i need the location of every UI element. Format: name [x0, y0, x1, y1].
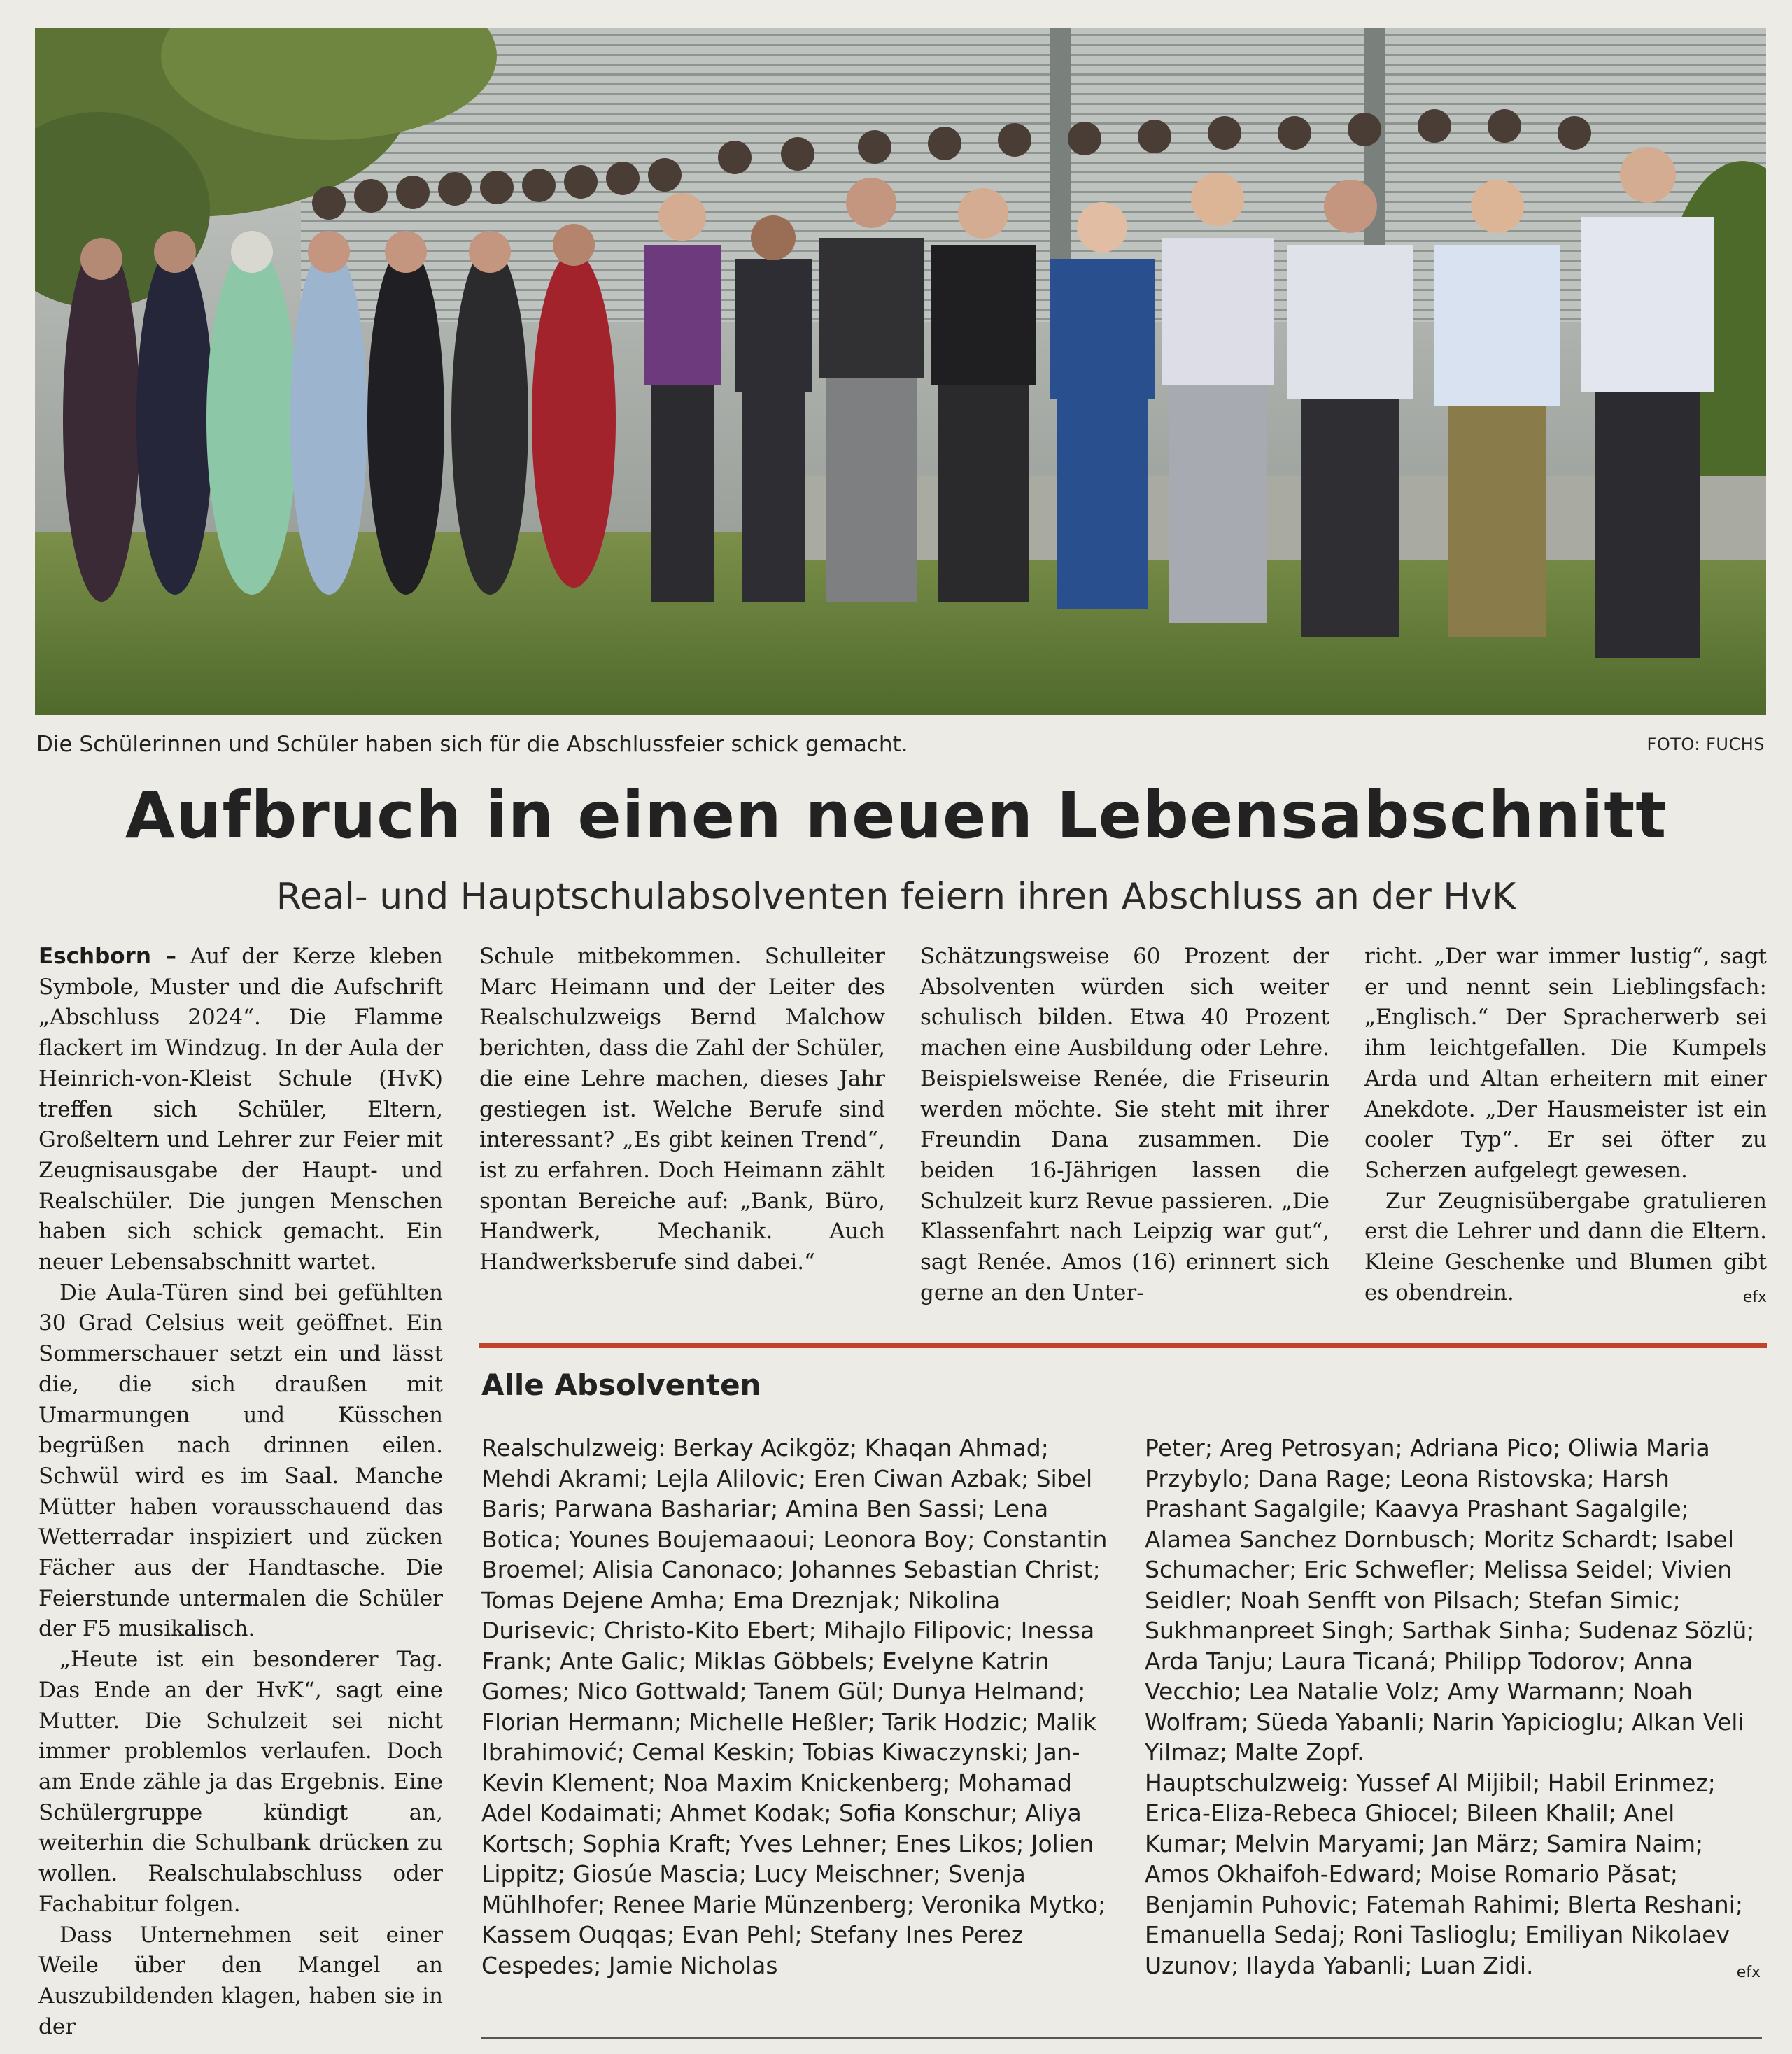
section-divider: [479, 1343, 1767, 1348]
paragraph: „Heute ist ein besonderer Tag. Das Ende an der HvK“, sagt eine Mutter. Die Schulzeit sei nicht immer problemlos verlaufen. Doch am Ende zähle ja das Ergebnis. Eine Schülergruppe kündigt an, weiterhin die Schulbank drücken zu wollen. Realschulabschluss oder Fachabitur folgen.: [38, 1647, 443, 1917]
author-tag: efx: [1736, 1963, 1761, 1981]
graduates-list-column-2: [1145, 1433, 1761, 1988]
graduates-hauptschule-text: Hauptschulzweig: Yussef Al Mijibil; Habil Erinmez; Erica-Eliza-Rebeca Ghiocel; Bileen Khalil; Anel Kumar; Melvin Maryami; Jan März; Samira Naim; Amos Okhaifoh-Edward; Moise Romario Păsat; Benjamin Puhovic; Fatemah Rahimi; Blerta Reshani; Emanuella Sedaj; Roni Taslioglu; Emiliyan Nikolaev Uzunov; Ilayda Yabanli; Luan Zidi.: [1145, 1769, 1743, 1979]
group-photo-illustration: [35, 28, 1766, 715]
caption-text: Die Schülerinnen und Schüler haben sich für die Abschlussfeier schick gemacht.: [36, 732, 908, 757]
graduates-realschule-continued: Peter; Areg Petrosyan; Adriana Pico; Oliwia Maria Przybylo; Dana Rage; Leona Ristovska; Harsh Prashant Sagalgile; Kaavya Prashant Sagalgile; Alamea Sanchez Dornbusch; Moritz Schardt; Isabel Schumacher; Eric Schwefler; Melissa Seidel; Vivien Seidler; Noah Senfft von Pilsach; Stefan Simic; Sukhmanpreet Singh; Sarthak Sinha; Sudenaz Sözlü; Arda Tanju; Laura Ticaná; Philipp Todorov; Anna Vecchio; Lea Natalie Volz; Amy Warmann; Noah Wolfram; Süeda Yabanli; Narin Yapicioglu; Alkan Veli Yilmaz; Malte Zopf.: [1145, 1434, 1755, 1766]
paragraph-text: Zur Zeugnisübergabe gratulieren erst die Lehrer und dann die Eltern. Kleine Geschenke und Blumen gibt es obendrein.: [1364, 1188, 1767, 1305]
author-tag: efx: [1742, 1288, 1767, 1306]
photo-caption: [36, 729, 1765, 763]
article-column-4: [1364, 942, 1767, 1312]
photo-credit: FOTO: FUCHS: [1646, 735, 1765, 754]
subheadline: Real- und Hauptschulabsolventen feiern ihren Abschluss an der HvK: [276, 876, 1516, 918]
headline: Aufbruch in einen neuen Lebensabschnitt: [125, 778, 1667, 853]
graduates-hauptschule: [1145, 1768, 1761, 1981]
dateline: Eschborn –: [38, 944, 177, 969]
paragraph: [1364, 1187, 1767, 1309]
paragraph: Die Aula-Türen sind bei gefühlten 30 Grad Celsius weit geöffnet. Ein Sommerschauer setzt ein und lässt die, die sich draußen mit Umarmungen und Küsschen begrüßen nach drinnen eilen. Schwül wird es im Saal. Manche Mütter haben vorausschauend das Wetterradar inspiziert und zücken Fächer aus der Handtasche. Die Feierstunde untermalen die Schüler der F5 musikalisch.: [38, 1280, 443, 1642]
bottom-rule: [481, 2037, 1762, 2039]
group-photo: [35, 28, 1766, 715]
graduates-title: Alle Absolventen: [481, 1368, 761, 1402]
graduates-list-column-1: Realschulzweig: Berkay Acikgöz; Khaqan Ahmad; Mehdi Akrami; Lejla Alilovic; Eren Ciwan Azbak; Sibel Baris; Parwana Bashariar; Amina Ben Sassi; Lena Botica; Younes Boujemaaoui; Leonora Boy; Constantin Broemel; Alisia Canonaco; Johannes Sebastian Christ; Tomas Dejene Amha; Ema Dreznjak; Nikolina Durisevic; Christo-Kito Ebert; Mihajlo Filipovic; Inessa Frank; Ante Galic; Miklas Göbbels; Evelyne Katrin Gomes; Nico Gottwald; Tanem Gül; Dunya Helmand; Florian Hermann; Michelle Heßler; Tarik Hodzic; Malik Ibrahimović; Cemal Keskin; Tobias Kiwaczynski; Jan-Kevin Klement; Noa Maxim Knickenberg; Mohamad Adel Kodaimati; Ahmet Kodak; Sofia Konschur; Aliya Kortsch; Sophia Kraft; Yves Lehner; Enes Likos; Jolien Lippitz; Giosúe Mascia; Lucy Meischner; Svenja Mühlhofer; Renee Marie Münzenberg; Veronika Mytko; Kassem Ouqqas; Evan Pehl; Stefany Ines Perez Cespedes; Jamie Nicholas: [481, 1434, 1108, 1979]
paragraph-text: Auf der Kerze kleben Symbole, Muster und die Aufschrift „Abschluss 2024“. Die Flamme flackert im Windzug. In der Aula der Heinrich-von-Kleist Schule (HvK) treffen sich Schüler, Eltern, Großeltern und Lehrer zur Feier mit Zeugnisausgabe der Haupt- und Realschüler. Die jungen Menschen haben sich schick gemacht. Ein neuer Lebensabschnitt wartet.: [38, 944, 443, 1275]
paragraph: Dass Unternehmen seit einer Weile über den Mangel an Auszubildenden klagen, haben sie in der: [38, 1922, 443, 2039]
article-column-1: [38, 942, 443, 2042]
paragraph: Schule mitbekommen. Schulleiter Marc Heimann und der Leiter des Realschulzweigs Bernd Malchow berichten, dass die Zahl der Schüler, die eine Lehre machen, dieses Jahr gestiegen ist. Welche Berufe sind interessant? „Es gibt keinen Trend“, ist zu erfahren. Doch Heimann zählt spontan Bereiche auf: „Bank, Büro, Handwerk, Mechanik. Auch Handwerksberufe sind dabei.“: [479, 944, 885, 1275]
paragraph: Schätzungsweise 60 Prozent der Absolventen würden sich weiter schulisch bilden. Etwa 40 Prozent machen eine Ausbildung oder Lehre. Beispielsweise Renée, die Friseurin werden möchte. Sie steht mit ihrer Freundin Dana zusammen. Die beiden 16-Jährigen lassen die Schulzeit kurz Revue passieren. „Die Klassenfahrt nach Leipzig war gut“, sagt Renée. Amos (16) erinnert sich gerne an den Unter-: [920, 944, 1329, 1305]
article-column-3: [920, 942, 1329, 1308]
article-column-2: [479, 942, 885, 1278]
paragraph: [38, 942, 443, 1278]
paragraph: richt. „Der war immer lustig“, sagt er und nennt sein Lieblingsfach: „Englisch.“ Der Spracherwerb sei ihm leichtgefallen. Die Kumpels Arda und Altan erheitern mit einer Anekdote. „Der Hausmeister ist ein cooler Typ“. Er sei öfter zu Scherzen aufgelegt gewesen.: [1364, 944, 1767, 1183]
